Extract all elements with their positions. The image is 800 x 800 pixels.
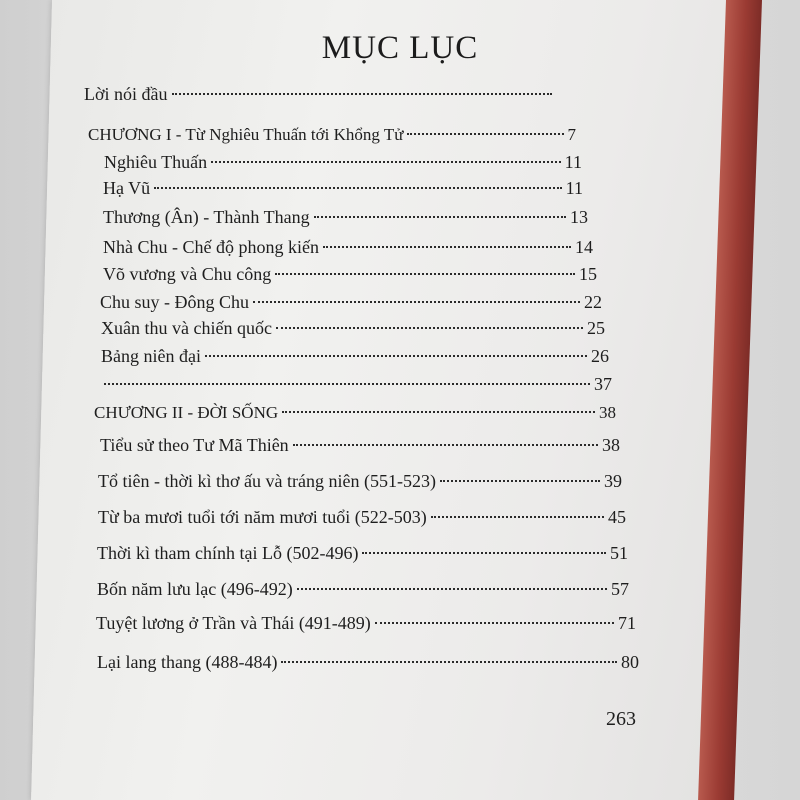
dot-leader — [431, 516, 604, 518]
dot-leader — [407, 133, 563, 135]
toc-entry — [98, 505, 626, 529]
toc-entry — [100, 290, 602, 314]
toc-entry-label: Bảng niên đại — [101, 346, 201, 366]
toc-entry-label: Nhà Chu - Chế độ phong kiến — [103, 237, 319, 257]
toc-entry-label: Thời kì tham chính tại Lỗ (502-496) — [97, 543, 359, 563]
toc-entry-page: 13 — [570, 207, 588, 227]
toc-entry-page: 51 — [610, 543, 628, 563]
toc-entry — [103, 205, 588, 229]
toc-entry-label: Xuân thu và chiến quốc — [101, 318, 272, 338]
toc-entry — [97, 650, 639, 674]
toc-entry-label: CHƯƠNG I - Từ Nghiêu Thuấn tới Khổng Tử — [88, 125, 404, 144]
dot-leader — [281, 661, 617, 663]
toc-entry — [103, 262, 597, 286]
toc-entry-label: Hạ Vũ — [103, 178, 151, 198]
dot-leader — [172, 93, 552, 95]
toc-entry-page: 38 — [599, 403, 616, 422]
toc-entry — [98, 469, 622, 493]
dot-leader — [276, 327, 583, 329]
toc-entry-page: 57 — [611, 579, 629, 599]
toc-entry-page: 37 — [594, 374, 612, 394]
toc-entry — [97, 541, 628, 565]
toc-entry-page: 15 — [579, 264, 597, 284]
toc-entry-page: 11 — [565, 178, 583, 198]
toc-entry-page: 11 — [564, 152, 582, 172]
toc-entry-page: 38 — [602, 435, 620, 455]
dot-leader — [440, 480, 600, 482]
toc-entry-label: Từ ba mươi tuổi tới năm mươi tuổi (522-503) — [98, 507, 427, 527]
toc-entry — [101, 316, 605, 340]
dot-leader — [314, 216, 566, 218]
toc-entry-page: 80 — [621, 652, 639, 672]
toc-entry — [96, 611, 636, 635]
toc-entry-page: 39 — [604, 471, 622, 491]
dot-leader — [205, 355, 587, 357]
toc-entry-chapter-1 — [88, 123, 576, 147]
toc-entry-label: Bốn năm lưu lạc (496-492) — [97, 579, 293, 599]
toc-entry-label: Chu suy - Đông Chu — [100, 292, 250, 312]
page-number: 263 — [606, 708, 636, 730]
toc-entry — [103, 235, 593, 259]
toc-entry-label: CHƯƠNG II - ĐỜI SỐNG — [94, 403, 279, 422]
toc-entry-label: Nghiêu Thuấn — [104, 152, 208, 172]
toc-entry-label: Tiểu sử theo Tư Mã Thiên — [100, 435, 289, 455]
dot-leader — [293, 444, 598, 446]
dot-leader — [362, 552, 606, 554]
toc-entry-page: 14 — [575, 237, 593, 257]
dot-leader — [375, 622, 614, 624]
toc-entry-page: 45 — [608, 507, 626, 527]
toc-entry-chapter-2 — [94, 401, 616, 425]
dot-leader — [154, 187, 561, 189]
dot-leader — [104, 383, 590, 385]
toc-entry-label: Võ vương và Chu công — [103, 264, 272, 284]
toc-entry-label: Thương (Ân) - Thành Thang — [103, 207, 310, 227]
toc-entry-label: Tuyệt lương ở Trần và Thái (491-489) — [96, 613, 371, 633]
toc-entry — [104, 150, 582, 174]
toc-entry — [100, 372, 612, 396]
toc-entry-preface — [84, 82, 556, 106]
toc-entry-page: 22 — [584, 292, 602, 312]
toc-entry-label: Tổ tiên - thời kì thơ ấu và tráng niên (551-523) — [98, 471, 436, 491]
toc-entry — [97, 577, 629, 601]
toc-entry-page: 25 — [587, 318, 605, 338]
dot-leader — [275, 273, 575, 275]
toc-entry-page: 26 — [591, 346, 609, 366]
toc-entry — [100, 433, 620, 457]
toc-entry — [103, 176, 583, 200]
toc-entry-label: Lời nói đầu — [84, 84, 168, 104]
dot-leader — [323, 246, 571, 248]
dot-leader — [282, 411, 595, 413]
dot-leader — [297, 588, 607, 590]
dot-leader — [211, 161, 561, 163]
toc-entry-label: Lại lang thang (488-484) — [97, 652, 278, 672]
toc-entry — [101, 344, 609, 368]
dot-leader — [253, 301, 580, 303]
toc-title: MỤC LỤC — [321, 30, 479, 66]
toc-entry-page: 71 — [618, 613, 636, 633]
toc-entry-page: 7 — [567, 125, 576, 144]
